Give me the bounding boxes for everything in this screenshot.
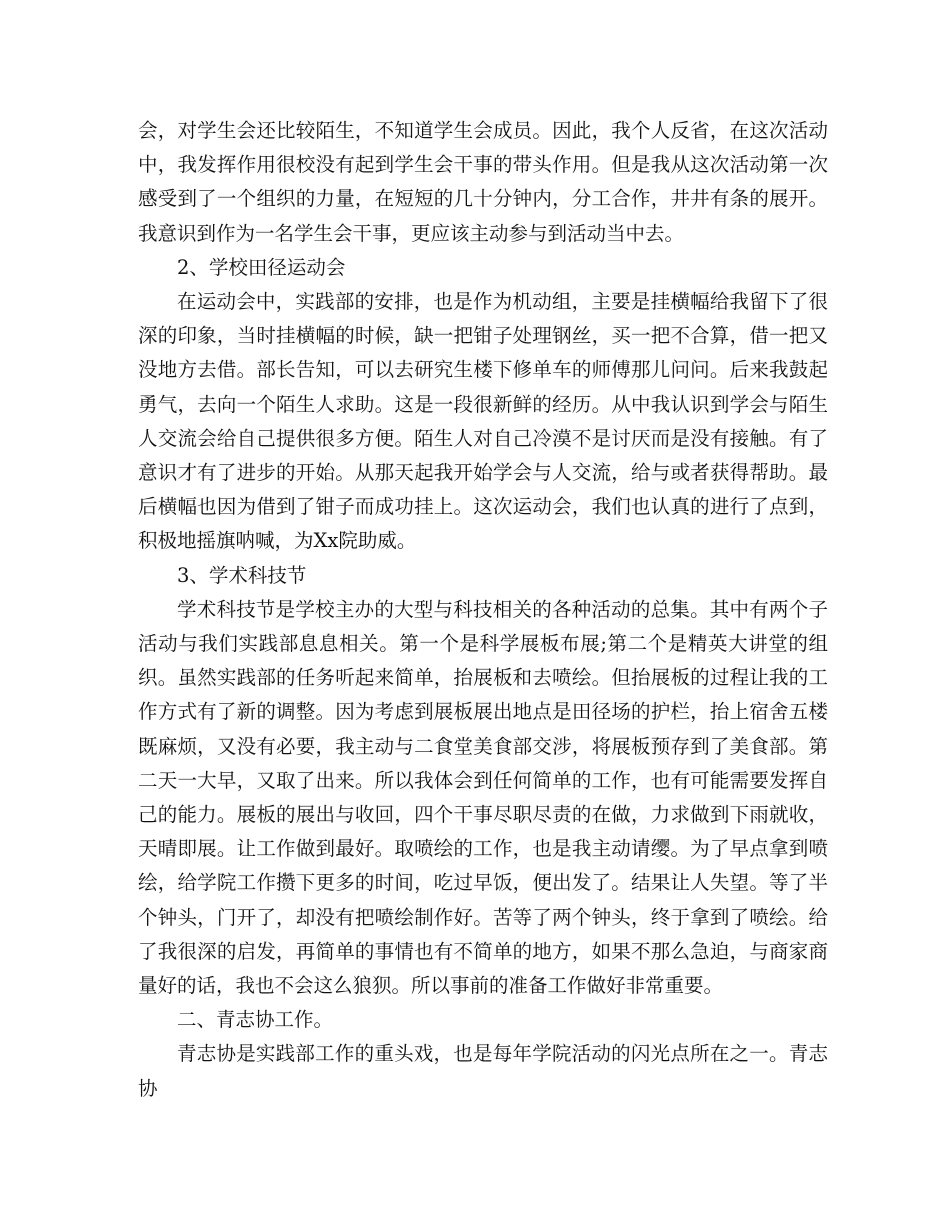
paragraph-science-festival: 学术科技节是学校主办的大型与科技相关的各种活动的总集。其中有两个子活动与我们实践部息息相关。第一个是科学展板布展;第二个是精英大讲堂的组织。虽然实践部的任务听起来简单，抬展板和去喷绘。但抬展板的过程让我的工作方式有了新的调整。因为考虑到展板展出地点是田径场的护栏，抬上宿舍五楼既麻烦，又没有必要，我主动与二食堂美食部交涉，将展板预存到了美食部。第二天一大早，又取了出来。所以我体会到任何简单的工作，也有可能需要发挥自己的能力。展板的展出与收回，四个干事尽职尽责的在做，力求做到下雨就收，天晴即展。让工作做到最好。取喷绘的工作，也是我主动请缨。为了早点拿到喷绘，给学院工作攒下更多的时间，吃过早饭，便出发了。结果让人失望。等了半个钟头，门开了，却没有把喷绘制作好。苦等了两个钟头，终于拿到了喷绘。给了我很深的启发，再简单的事情也有不简单的地方，如果不那么急迫，与商家商量好的话，我也不会这么狼狈。所以事前的准备工作做好非常重要。 xyxy=(138,597,828,998)
paragraph-intro-continuation: 会，对学生会还比较陌生，不知道学生会成员。因此，我个人反省，在这次活动中，我发挥作用很校没有起到学生会干事的带头作用。但是我从这次活动第一次感受到了一个组织的力量，在短短的几十分钟内，分工合作，井井有条的展开。我意识到作为一名学生会干事，更应该主动参与到活动当中去。 xyxy=(138,119,828,245)
heading-track-and-field: 2、学校田径运动会 xyxy=(177,255,346,279)
document-page xyxy=(138,114,828,1106)
heading-volunteer-work: 二、青志协工作。 xyxy=(177,1008,334,1032)
paragraph-volunteer-work: 青志协是实践部工作的重头戏，也是每年学院活动的闪光点所在之一。青志协 xyxy=(138,1042,828,1100)
heading-science-festival: 3、学术科技节 xyxy=(177,563,307,587)
paragraph-track-and-field: 在运动会中，实践部的安排，也是作为机动组，主要是挂横幅给我留下了很深的印象，当时挂横幅的时候，缺一把钳子处理钢丝，买一把不合算，借一把又没地方去借。部长告知，可以去研究生楼下修单车的师傅那儿问问。后来我鼓起勇气，去向一个陌生人求助。这是一段很新鲜的经历。从中我认识到学会与陌生人交流会给自己提供很多方便。陌生人对自己冷漠不是讨厌而是没有接触。有了意识才有了进步的开始。从那天起我开始学会与人交流，给与或者获得帮助。最后横幅也因为借到了钳子而成功挂上。这次运动会，我们也认真的进行了点到，积极地摇旗呐喊，为Xx院助威。 xyxy=(138,290,828,553)
